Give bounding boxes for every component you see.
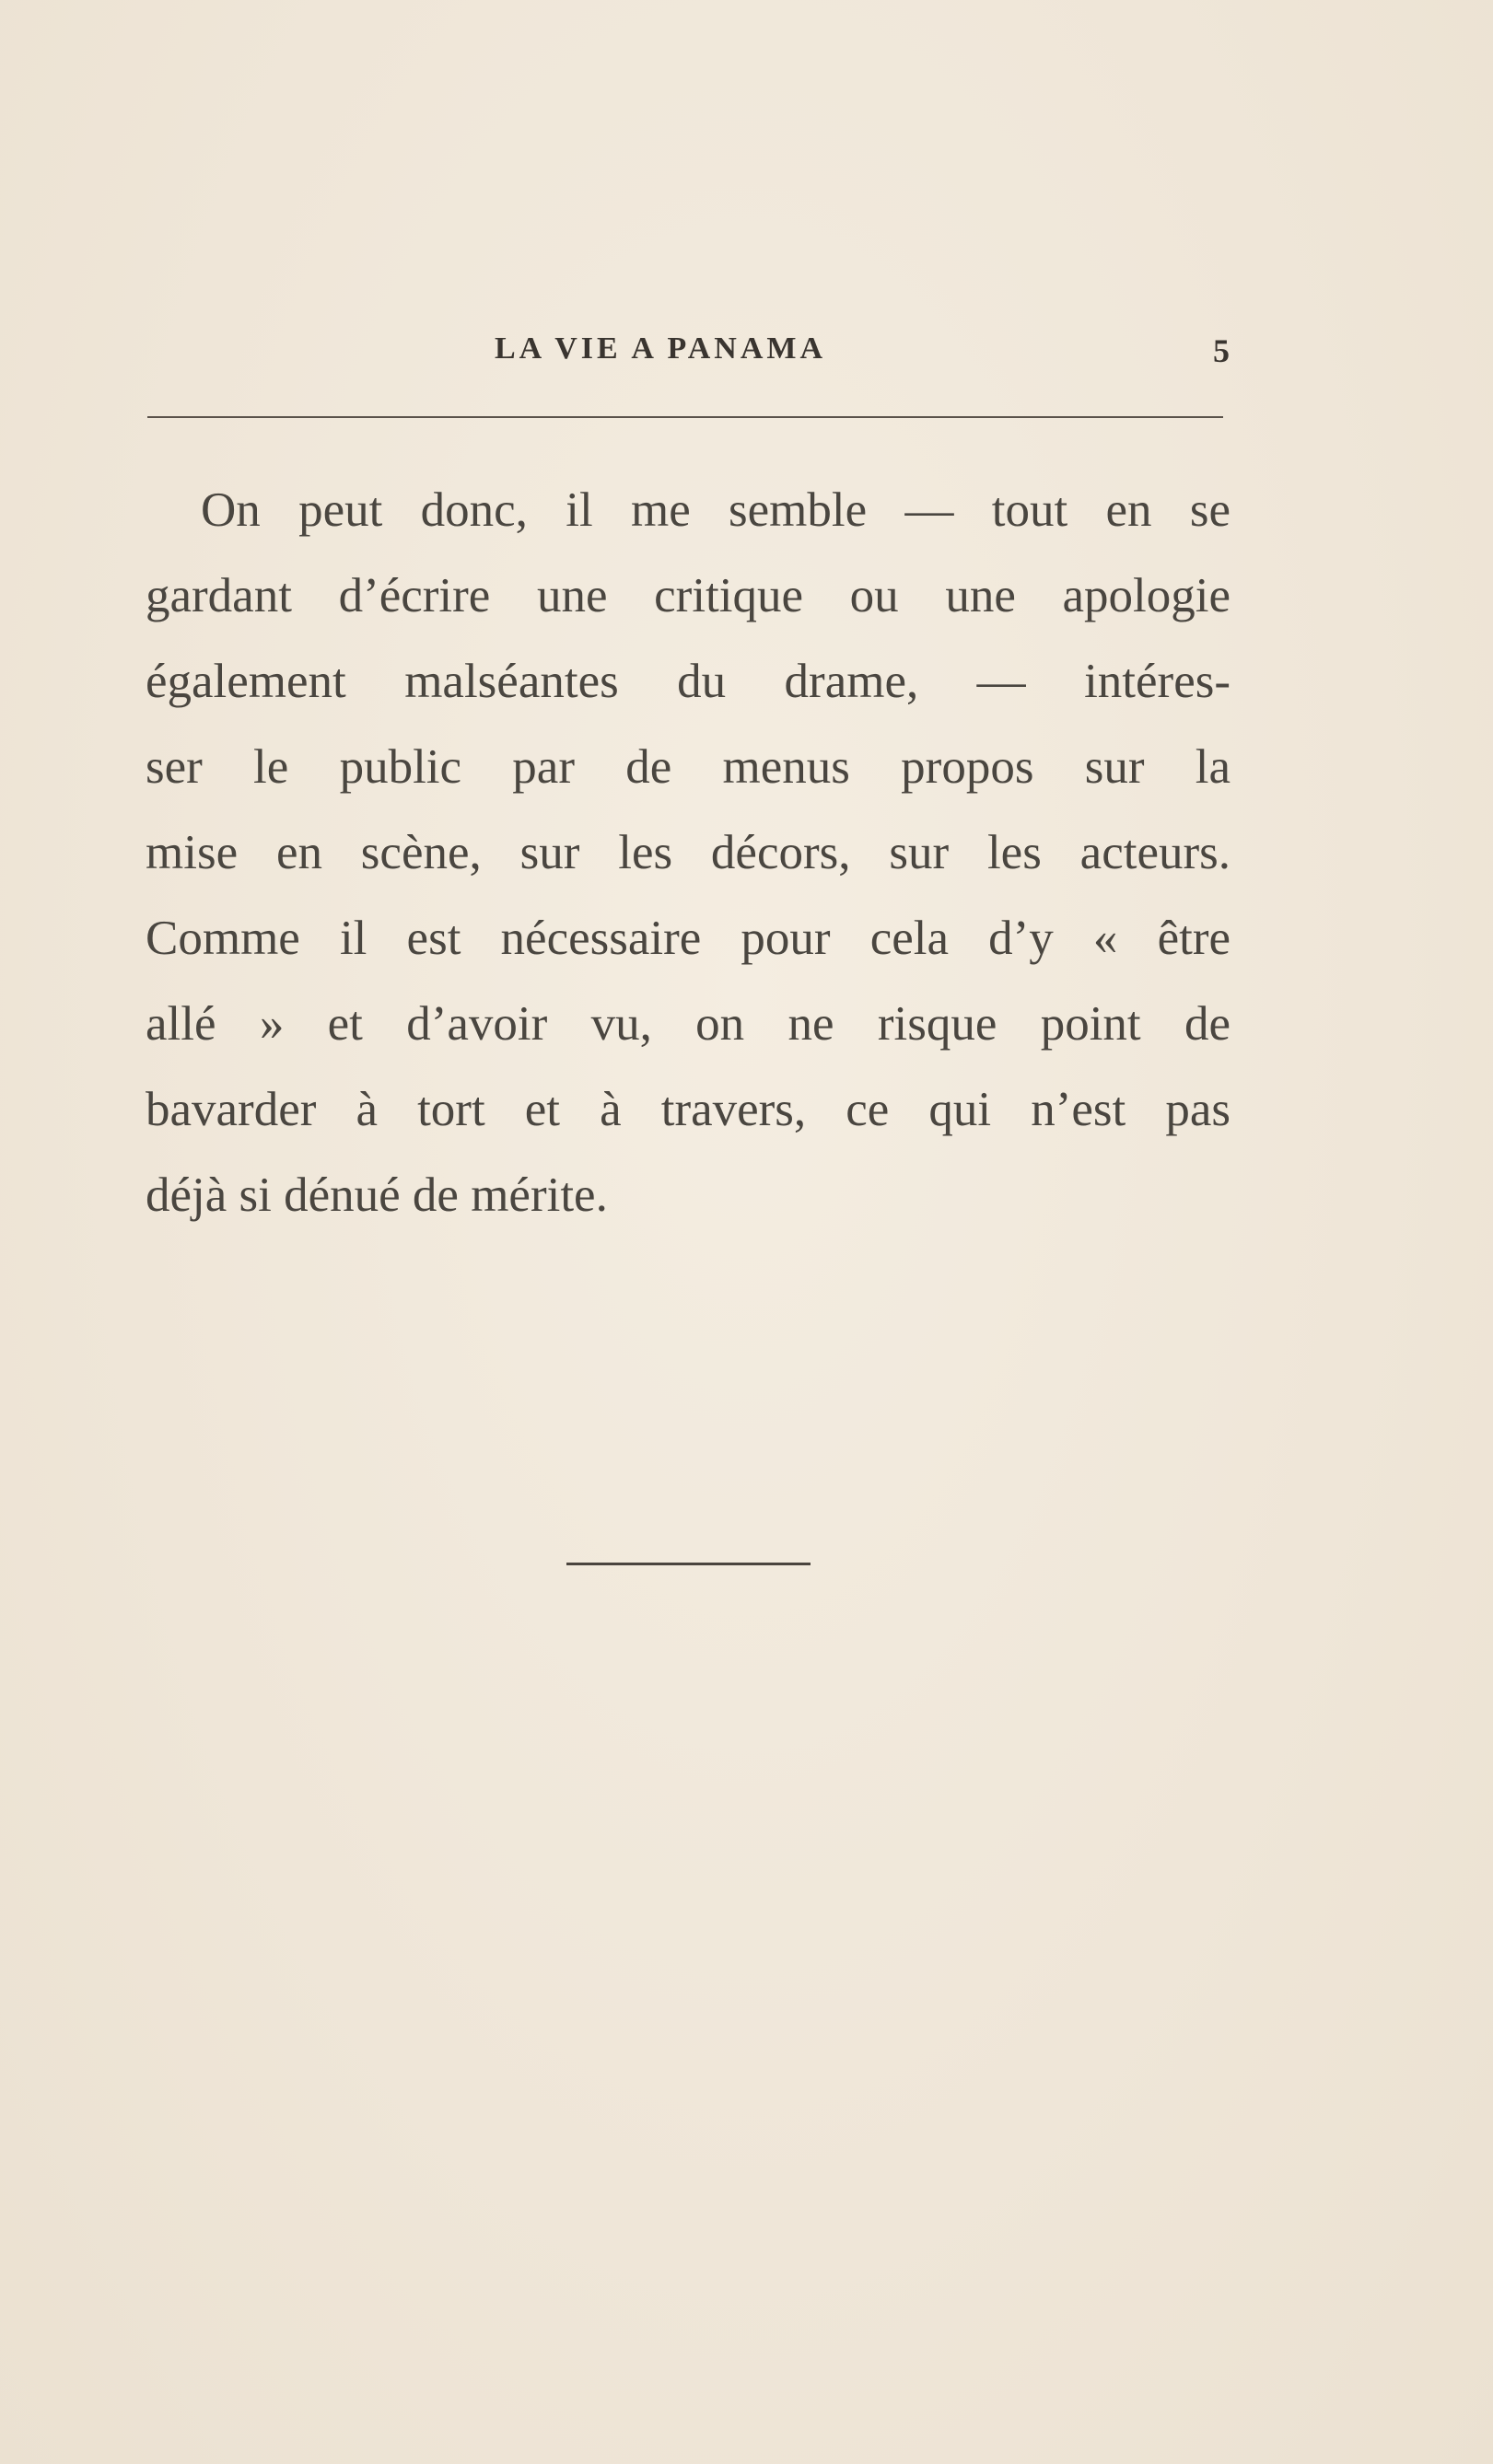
text-line: On peut donc, il me semble — tout en se <box>201 483 1231 537</box>
text-line: déjà si dénué de mérite. <box>146 1168 608 1222</box>
running-head <box>143 331 1230 378</box>
page-number: 5 <box>1213 332 1230 369</box>
text-line: allé » et d’avoir vu, on ne risque point de <box>146 997 1231 1051</box>
text-line: également malséantes du drame, — intéres- <box>146 655 1231 708</box>
text-line: Comme il est nécessaire pour cela d’y « être <box>146 912 1231 965</box>
text-line: bavarder à tort et à travers, ce qui n’est pas <box>146 1083 1231 1136</box>
body-paragraph <box>146 468 1231 1238</box>
header-rule <box>147 416 1223 418</box>
text-line: gardant d’écrire une critique ou une apologie <box>146 569 1231 622</box>
text-line: mise en scène, sur les décors, sur les acteurs. <box>146 826 1231 879</box>
text-line: ser le public par de menus propos sur la <box>146 740 1231 794</box>
running-title: LA VIE A PANAMA <box>495 331 827 366</box>
section-end-rule <box>566 1563 811 1565</box>
